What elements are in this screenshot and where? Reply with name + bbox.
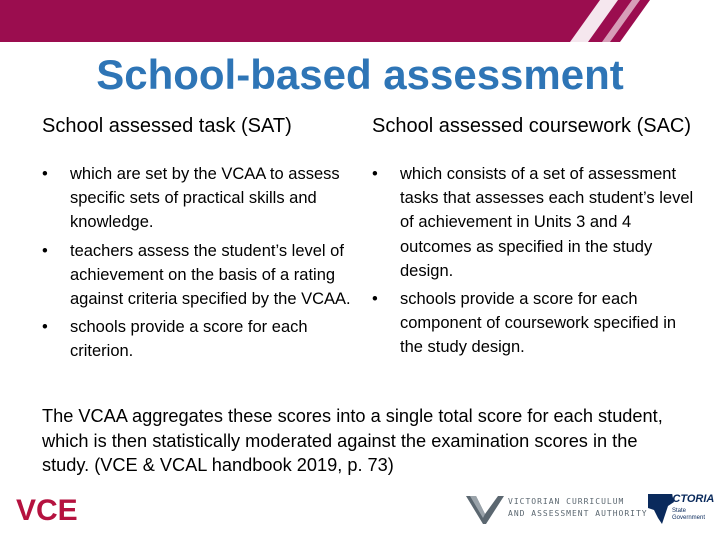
sat-bullet bbox=[42, 162, 352, 235]
bullet-glyph: • bbox=[42, 165, 48, 183]
vcaa-wordmark bbox=[508, 496, 648, 520]
sat-bullet-text: which are set by the VCAA to assess specific sets of practical skills and knowledge. bbox=[70, 165, 340, 232]
vce-logo: VCE bbox=[16, 494, 78, 527]
vcaa-logo bbox=[466, 490, 648, 528]
banner-stripes bbox=[0, 0, 720, 42]
victoria-sub bbox=[672, 508, 705, 522]
vcaa-check-icon bbox=[466, 492, 504, 526]
sat-bullet-list bbox=[42, 162, 352, 368]
sac-bullet bbox=[372, 287, 702, 360]
slide-title: School-based assessment bbox=[96, 51, 624, 98]
top-banner bbox=[0, 0, 720, 42]
bullet-glyph: • bbox=[42, 241, 48, 260]
sat-bullet bbox=[42, 239, 352, 312]
victoria-sub-1: State bbox=[672, 508, 687, 514]
bullet-glyph: • bbox=[372, 290, 378, 309]
bullet-glyph: • bbox=[42, 318, 48, 337]
sat-bullet-text: teachers assess the student’s level of achievement on the basis of a rating against criteria specified by the VCAA. bbox=[70, 241, 351, 309]
vcaa-line-2: AND ASSESSMENT AUTHORITY bbox=[508, 509, 648, 518]
sac-heading: School assessed coursework (SAC) bbox=[372, 115, 692, 137]
sac-bullet bbox=[372, 162, 702, 283]
victoria-sub-2: Government bbox=[672, 515, 706, 521]
victoria-logo bbox=[646, 488, 716, 532]
sac-bullet-text: schools provide a score for each component of coursework specified in the study design. bbox=[400, 290, 677, 357]
victoria-name: VICTORIA bbox=[662, 493, 715, 505]
bullet-glyph: • bbox=[372, 165, 378, 183]
sat-bullet-text: schools provide a score for each criterion. bbox=[70, 318, 308, 361]
summary-paragraph: The VCAA aggregates these scores into a single total score for each student, which is then statistically moderated against the examination scores in the study. (VCE & VCAL handbook 2019, p. 73) bbox=[42, 406, 663, 475]
sat-bullet bbox=[42, 315, 352, 363]
sac-bullet-text: which consists of a set of assessment tasks that assesses each student’s level of achievement in Units 3 and 4 outcomes as specified in the study design. bbox=[400, 165, 694, 280]
sat-heading: School assessed task (SAT) bbox=[42, 115, 292, 137]
sac-bullet-list bbox=[372, 162, 702, 364]
vcaa-line-1: VICTORIAN CURRICULUM bbox=[508, 497, 625, 506]
